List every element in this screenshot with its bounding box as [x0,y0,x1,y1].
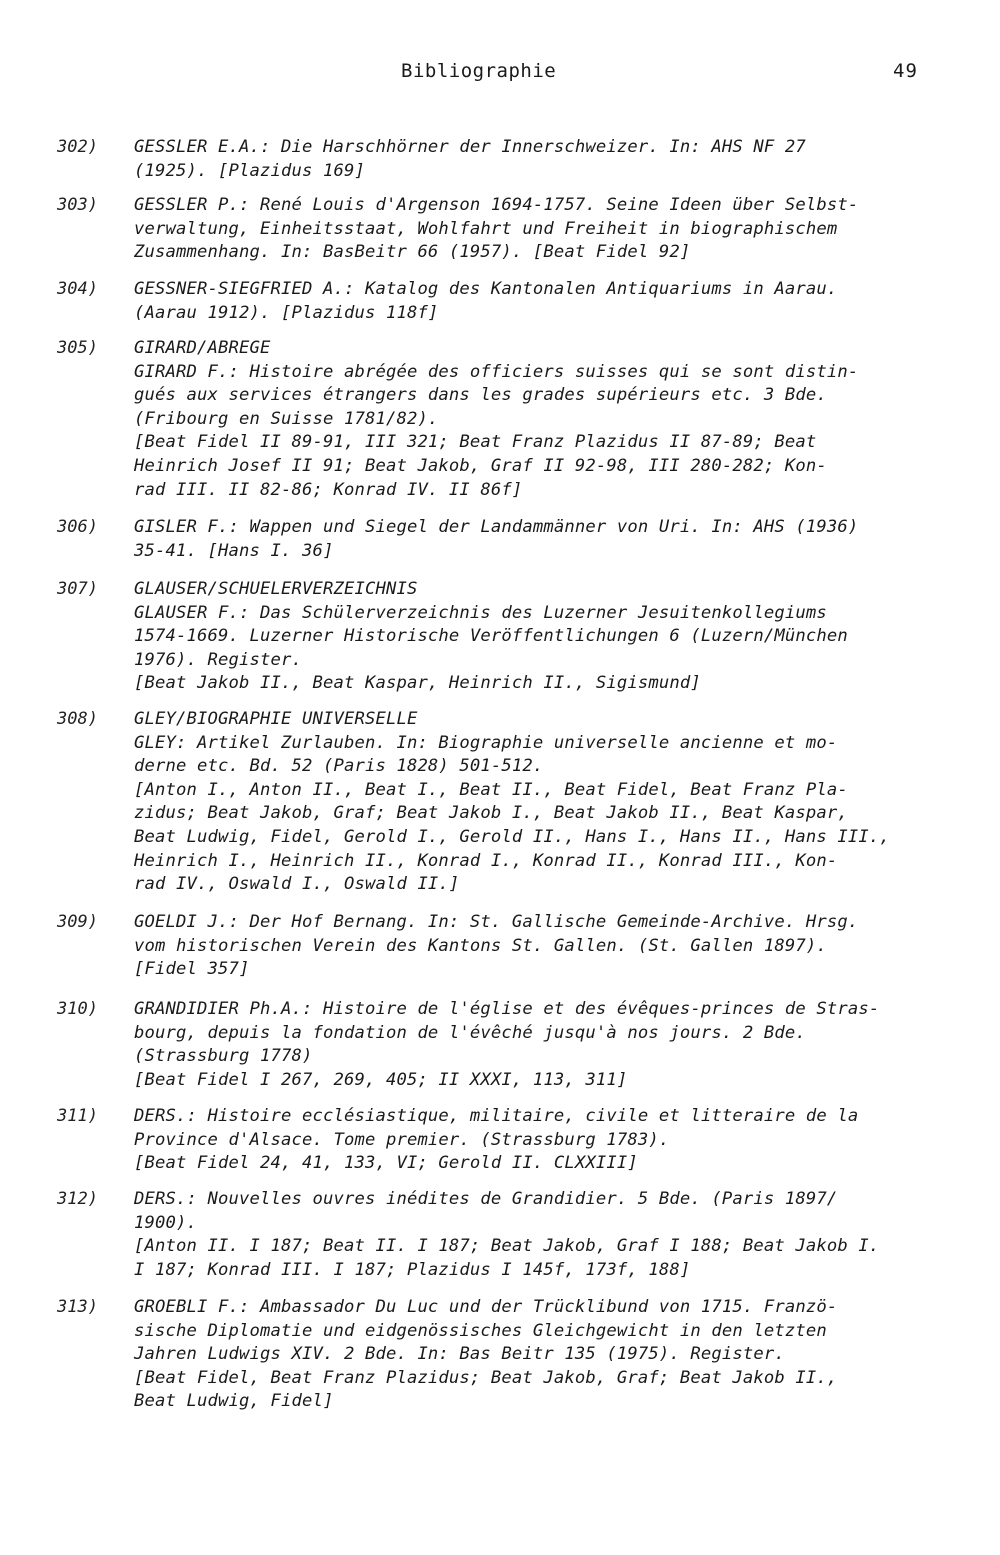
entry-line: Heinrich Josef II 91; Beat Jakob, Graf II 92-98, III 280-282; Kon- [134,455,827,476]
entry-line: DERS.: Histoire ecclésiastique, militaire, civile et litteraire de la [134,1106,859,1126]
entry-line: GESSLER E.A.: Die Harschhörner der Innerschweizer. In: AHS NF 27 [134,137,806,157]
entry-line: Jahren Ludwigs XIV. 2 Bde. In: Bas Beitr 135 (1975). Register. [134,1344,785,1365]
entry-number: 305) [57,338,98,358]
entry-number: 313) [57,1297,98,1317]
entry-number: 307) [57,579,98,599]
entry-line: Province d'Alsace. Tome premier. (Strassburg 1783). [134,1129,670,1150]
entry-text [134,578,994,696]
entry-line: zidus; Beat Jakob, Graf; Beat Jakob I., Beat Jakob II., Beat Kaspar, [134,803,848,824]
entry-line: [Anton II. I 187; Beat II. I 187; Beat Jakob, Graf I 188; Beat Jakob I. [134,1236,880,1257]
entry-line: bourg, depuis la fondation de l'évêché jusqu'à nos jours. 2 Bde. [134,1022,806,1043]
entry-number: 311) [57,1106,98,1126]
entry-line: [Anton I., Anton II., Beat I., Beat II., Beat Fidel, Beat Franz Pla- [134,779,848,800]
entry-line: I 187; Konrad III. I 187; Plazidus I 145f, 173f, 188] [134,1259,691,1280]
entry-text [134,911,994,982]
page-number: 49 [893,60,918,82]
entry-line: (1925). [Plazidus 169] [134,160,365,181]
header-title: Bibliographie [401,60,557,82]
entry-text [134,1105,994,1176]
entry-line: 1900). [134,1212,197,1233]
entry-line: 35-41. [Hans I. 36] [134,540,334,561]
entry-line: Beat Ludwig, Fidel] [134,1391,334,1412]
entry-line: [Beat Fidel II 89-91, III 321; Beat Franz Plazidus II 87-89; Beat [134,432,817,453]
entry-line: GROEBLI F.: Ambassador Du Luc und der Trücklibund von 1715. Franzö- [134,1297,838,1317]
entry-line: [Beat Fidel 24, 41, 133, VI; Gerold II. CLXXIII] [134,1153,638,1174]
entry-number: 308) [57,709,98,729]
entry-line: [Beat Fidel I 267, 269, 405; II XXXI, 113, 311] [134,1069,628,1090]
entry-line: GRANDIDIER Ph.A.: Histoire de l'église et des évêques-princes de Stras- [134,999,880,1019]
entry-line: derne etc. Bd. 52 (Paris 1828) 501-512. [134,756,544,777]
entry-line: (Aarau 1912). [Plazidus 118f] [134,302,439,323]
entry-line: GLAUSER F.: Das Schülerverzeichnis des Luzerner Jesuitenkollegiums [134,602,827,623]
entry-number: 306) [57,517,98,537]
entry-text [134,998,994,1092]
entry-text [134,136,994,183]
entry-line: GIRARD/ABREGE [134,338,271,358]
entry-text [134,1296,994,1414]
entry-text [134,194,994,265]
entry-number: 304) [57,279,98,299]
entry-number: 312) [57,1189,98,1209]
entry-number: 302) [57,137,98,157]
entry-line: GESSNER-SIEGFRIED A.: Katalog des Kantonalen Antiquariums in Aarau. [134,279,838,299]
entry-line: verwaltung, Einheitsstaat, Wohlfahrt und Freiheit in biographischem [134,218,838,239]
entry-line: GLEY/BIOGRAPHIE UNIVERSELLE [134,709,418,729]
entry-line: [Fidel 357] [134,959,250,980]
entry-line: Zusammenhang. In: BasBeitr 66 (1957). [Beat Fidel 92] [134,242,691,263]
entry-line: sische Diplomatie und eidgenössisches Gleichgewicht in den letzten [134,1320,827,1341]
running-head [0,60,1000,90]
entry-line: 1574-1669. Luzerner Historische Veröffentlichungen 6 (Luzern/München [134,626,848,647]
entry-line: GIRARD F.: Histoire abrégée des officiers suisses qui se sont distin- [134,361,859,382]
entry-line: [Beat Fidel, Beat Franz Plazidus; Beat Jakob, Graf; Beat Jakob II., [134,1367,838,1388]
entry-text [134,278,994,325]
entry-line: (Strassburg 1778) [134,1046,313,1067]
entry-line: (Fribourg en Suisse 1781/82). [134,408,439,429]
entry-number: 310) [57,999,98,1019]
entry-line: 1976). Register. [134,649,302,670]
entry-line: GLEY: Artikel Zurlauben. In: Biographie universelle ancienne et mo- [134,732,838,753]
entry-line: GESSLER P.: René Louis d'Argenson 1694-1757. Seine Ideen über Selbst- [134,195,859,215]
entry-line: gués aux services étrangers dans les grades supérieurs etc. 3 Bde. [134,385,827,406]
entry-text [134,1188,994,1282]
entry-line: rad III. II 82-86; Konrad IV. II 86f] [134,479,523,500]
entry-line: DERS.: Nouvelles ouvres inédites de Grandidier. 5 Bde. (Paris 1897/ [134,1189,838,1209]
entry-line: GOELDI J.: Der Hof Bernang. In: St. Gallische Gemeinde-Archive. Hrsg. [134,912,859,932]
entry-number: 309) [57,912,98,932]
entry-line: rad IV., Oswald I., Oswald II.] [134,874,460,895]
entry-line: vom historischen Verein des Kantons St. Gallen. (St. Gallen 1897). [134,935,827,956]
entry-line: Beat Ludwig, Fidel, Gerold I., Gerold II., Hans I., Hans II., Hans III., [134,826,890,847]
entry-line: [Beat Jakob II., Beat Kaspar, Heinrich II., Sigismund] [134,673,701,694]
entry-line: GLAUSER/SCHUELERVERZEICHNIS [134,579,418,599]
entry-text [134,516,994,563]
entry-number: 303) [57,195,98,215]
entry-text [134,708,994,897]
entry-text [134,337,994,502]
entry-line: GISLER F.: Wappen und Siegel der Landammänner von Uri. In: AHS (1936) [134,517,859,537]
entry-line: Heinrich I., Heinrich II., Konrad I., Konrad II., Konrad III., Kon- [134,850,838,871]
